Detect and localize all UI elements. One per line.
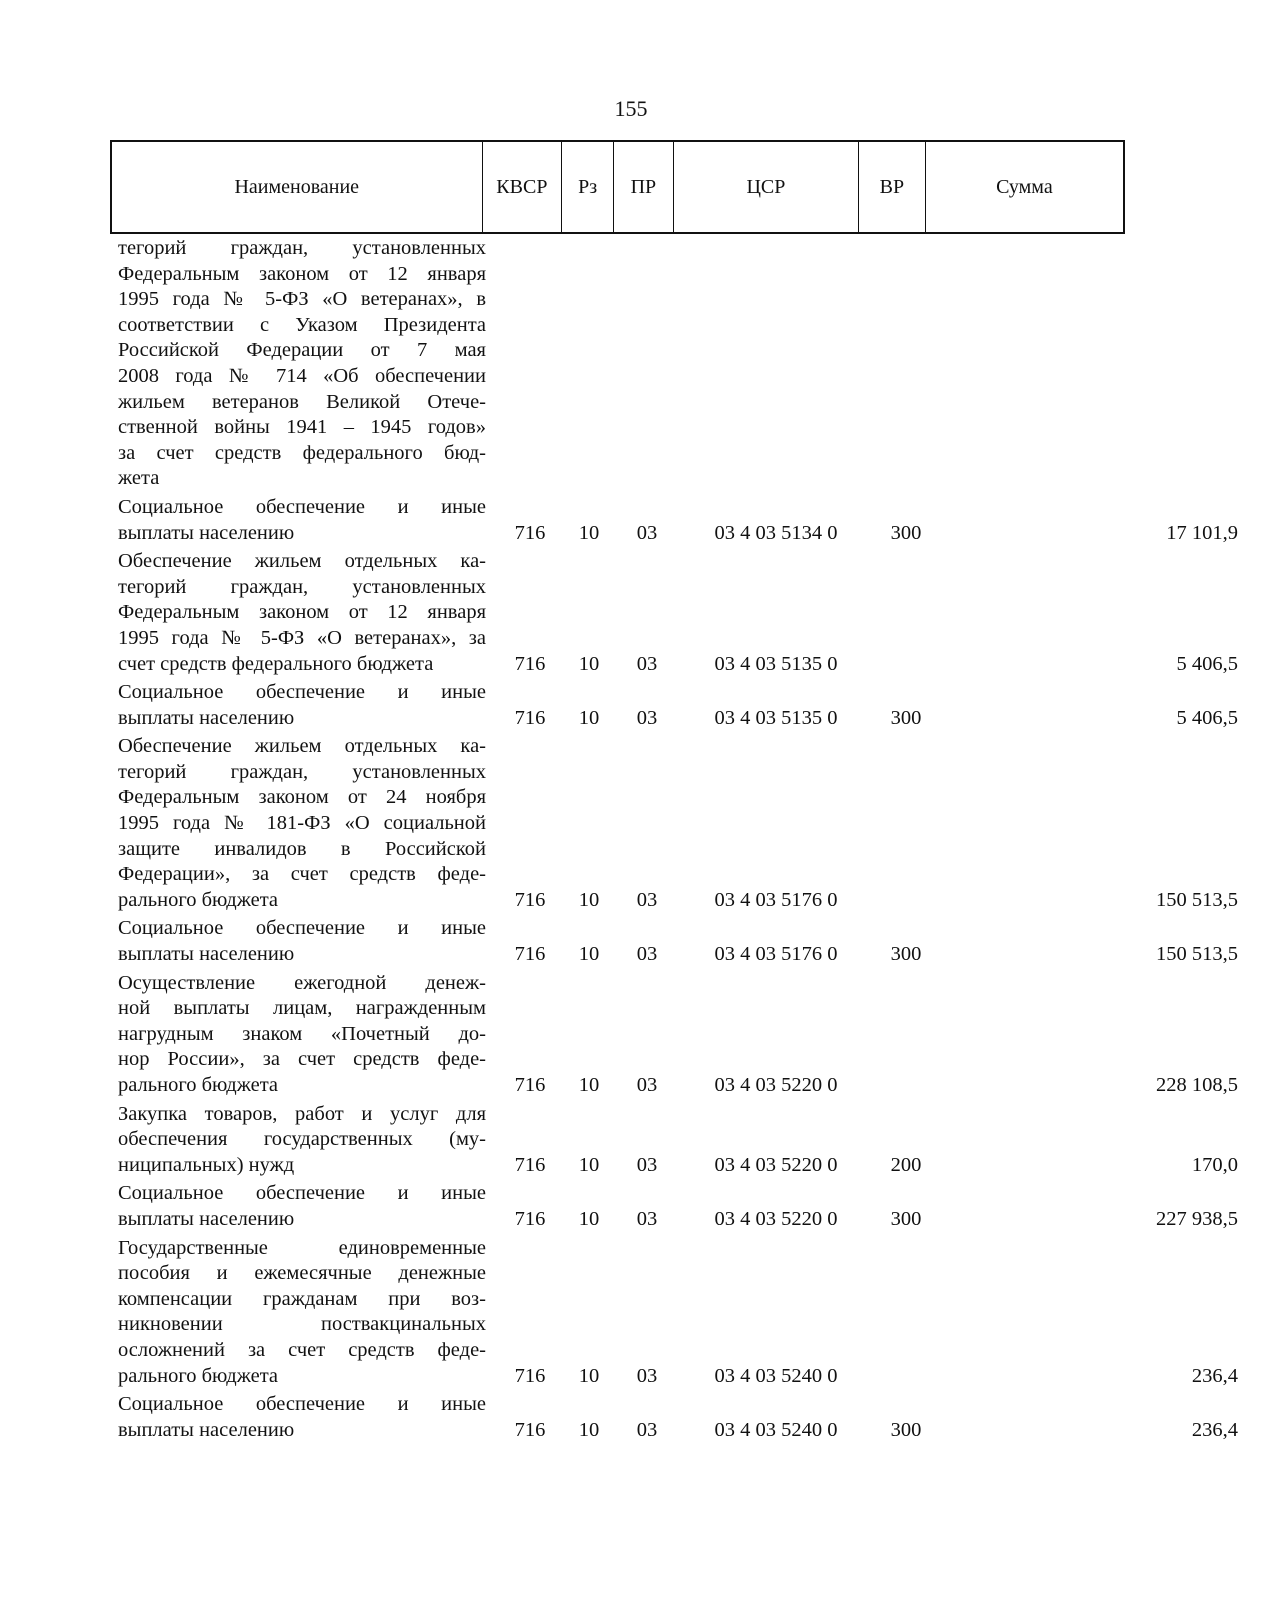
row-name-line: тегорий граждан, установленных — [118, 575, 486, 598]
row-rz: 10 — [578, 1153, 600, 1176]
row-vr: 300 — [890, 943, 922, 966]
row-kvsr: 716 — [514, 1364, 546, 1387]
row-sum: 236,4 — [1191, 1364, 1238, 1387]
row-name-line: 2008 года № 714 «Об обеспечении — [118, 364, 486, 387]
row-name-line: Федеральным законом от 12 января — [118, 262, 486, 285]
row-name-line: Социальное обеспечение и иные — [118, 495, 486, 518]
row-sum: 150 513,5 — [1156, 888, 1238, 911]
row-name-line: ственной войны 1941 – 1945 годов» — [118, 416, 486, 439]
row-name-line: рального бюджета — [118, 1364, 279, 1387]
row-name-line: за счет средств федерального бюд- — [118, 441, 486, 464]
row-name-line: жета — [118, 467, 160, 490]
table-body — [118, 236, 1238, 1446]
row-name-line: выплаты населению — [118, 706, 295, 729]
row-csr: 03 4 03 5176 0 — [714, 888, 838, 911]
row-kvsr: 716 — [514, 706, 546, 729]
row-sum: 170,0 — [1191, 1153, 1238, 1176]
row-name-line: рального бюджета — [118, 1074, 279, 1096]
row-name-line: выплаты населению — [118, 943, 295, 966]
row-vr: 300 — [890, 521, 922, 544]
row-pr: 03 — [636, 706, 658, 729]
row-name-line: жильем ветеранов Великой Отече- — [118, 390, 486, 413]
row-name-line: тегорий граждан, установленных — [118, 237, 486, 259]
table-header — [110, 140, 1125, 234]
row-pr: 03 — [636, 1418, 658, 1441]
row-rz: 10 — [578, 1364, 600, 1387]
row-name-line: Обеспечение жильем отдельных ка- — [118, 735, 486, 758]
table-row — [118, 916, 1238, 967]
row-name-line: защите инвалидов в Российской — [118, 837, 486, 860]
header-vr: ВР — [859, 142, 926, 232]
row-sum: 227 938,5 — [1156, 1207, 1238, 1230]
page-number: 155 — [614, 96, 648, 121]
row-kvsr: 716 — [514, 652, 546, 675]
row-name-line: осложнений за счет средств феде- — [118, 1338, 486, 1361]
row-sum: 236,4 — [1191, 1418, 1238, 1441]
header-pr: ПР — [614, 142, 674, 232]
table-row — [118, 1392, 1238, 1443]
row-vr: 300 — [890, 706, 922, 729]
row-name-line: нор России», за счет средств феде- — [118, 1048, 486, 1071]
table-row — [118, 236, 1128, 492]
row-csr: 03 4 03 5240 0 — [714, 1418, 838, 1441]
row-name-line: обеспечения государственных (му- — [118, 1128, 486, 1151]
table-row — [118, 549, 1238, 677]
row-name-line: 1995 года № 5-ФЗ «О ветеранах», в — [118, 288, 486, 311]
row-name-line: тегорий граждан, установленных — [118, 760, 486, 783]
row-sum: 150 513,5 — [1156, 943, 1238, 966]
row-name — [118, 734, 1128, 913]
row-name-line: выплаты населению — [118, 1207, 295, 1230]
row-name-line: Социальное обеспечение и иные — [118, 917, 486, 940]
header-csr: ЦСР — [674, 142, 859, 232]
row-csr: 03 4 03 5220 0 — [714, 1074, 838, 1096]
table-row — [118, 971, 1238, 1099]
row-rz: 10 — [578, 1074, 600, 1096]
row-pr: 03 — [636, 652, 658, 675]
row-rz: 10 — [578, 521, 600, 544]
row-name-line: Социальное обеспечение и иные — [118, 1393, 486, 1416]
row-name-line: пособия и ежемесячные денежные — [118, 1262, 486, 1285]
header-rz: Рз — [562, 142, 614, 232]
row-rz: 10 — [578, 1418, 600, 1441]
row-name-line: выплаты населению — [118, 521, 295, 544]
row-name-line: счет средств федерального бюджета — [118, 652, 434, 675]
row-rz: 10 — [578, 1207, 600, 1230]
row-vr: 200 — [890, 1153, 922, 1176]
row-kvsr: 716 — [514, 521, 546, 544]
row-name-line: Федерации», за счет средств феде- — [118, 863, 486, 886]
header-sum: Сумма — [996, 175, 1053, 198]
row-name-line: нагрудным знаком «Почетный до- — [118, 1022, 486, 1045]
row-name-line: Осуществление ежегодной денеж- — [118, 971, 486, 994]
row-name — [118, 236, 1128, 492]
row-csr: 03 4 03 5220 0 — [714, 1207, 838, 1230]
row-vr: 300 — [890, 1418, 922, 1441]
row-kvsr: 716 — [514, 1207, 546, 1230]
row-name-line: ниципальных) нужд — [118, 1153, 295, 1176]
row-csr: 03 4 03 5135 0 — [714, 652, 838, 675]
row-pr: 03 — [636, 888, 658, 911]
row-sum: 5 406,5 — [1176, 706, 1238, 729]
row-rz: 10 — [578, 652, 600, 675]
row-csr: 03 4 03 5240 0 — [714, 1364, 838, 1387]
row-kvsr: 716 — [514, 1153, 546, 1176]
row-kvsr: 716 — [514, 1418, 546, 1441]
row-name-line: компенсации гражданам при воз- — [118, 1287, 486, 1310]
table-row — [118, 1236, 1238, 1390]
row-name-line: Социальное обеспечение и иные — [118, 1182, 486, 1205]
row-sum: 228 108,5 — [1156, 1074, 1238, 1096]
row-csr: 03 4 03 5134 0 — [714, 521, 838, 544]
table-row — [118, 680, 1238, 731]
row-sum: 17 101,9 — [1166, 521, 1238, 544]
header-kvsr: КВСР — [483, 142, 563, 232]
row-name-line: 1995 года № 5-ФЗ «О ветеранах», за — [118, 626, 486, 649]
row-name-line: Закупка товаров, работ и услуг для — [118, 1102, 486, 1125]
row-name-line: Обеспечение жильем отдельных ка- — [118, 550, 486, 573]
row-name-line: Государственные единовременные — [118, 1236, 486, 1259]
row-csr: 03 4 03 5220 0 — [714, 1153, 838, 1176]
row-name-line: Федеральным законом от 24 ноября — [118, 786, 486, 809]
row-csr: 03 4 03 5135 0 — [714, 706, 838, 729]
header-name: Наименование — [112, 142, 483, 232]
row-csr: 03 4 03 5176 0 — [714, 943, 838, 966]
row-pr: 03 — [636, 1364, 658, 1387]
row-name-line: рального бюджета — [118, 888, 279, 911]
row-rz: 10 — [578, 943, 600, 966]
row-pr: 03 — [636, 1153, 658, 1176]
row-kvsr: 716 — [514, 1074, 546, 1096]
row-name-line: никновении поствакцинальных — [118, 1313, 486, 1336]
row-pr: 03 — [636, 521, 658, 544]
row-name-line: соответствии с Указом Президента — [118, 313, 486, 336]
row-name-line: Социальное обеспечение и иные — [118, 681, 486, 704]
row-pr: 03 — [636, 1074, 658, 1096]
row-name-line: Российской Федерации от 7 мая — [118, 339, 486, 362]
row-kvsr: 716 — [514, 943, 546, 966]
row-name-line: выплаты населению — [118, 1418, 295, 1441]
row-name-line: 1995 года № 181-ФЗ «О социальной — [118, 812, 486, 835]
table-row — [118, 1102, 1238, 1179]
row-rz: 10 — [578, 888, 600, 911]
row-pr: 03 — [636, 1207, 658, 1230]
row-kvsr: 716 — [514, 888, 546, 911]
row-pr: 03 — [636, 943, 658, 966]
table-row — [118, 1181, 1238, 1232]
table-row — [118, 495, 1238, 546]
row-rz: 10 — [578, 706, 600, 729]
row-name-line: ной выплаты лицам, награжденным — [118, 997, 486, 1020]
table-row — [118, 734, 1238, 913]
row-vr: 300 — [890, 1207, 922, 1230]
row-sum: 5 406,5 — [1176, 652, 1238, 675]
row-name-line: Федеральным законом от 12 января — [118, 601, 486, 624]
